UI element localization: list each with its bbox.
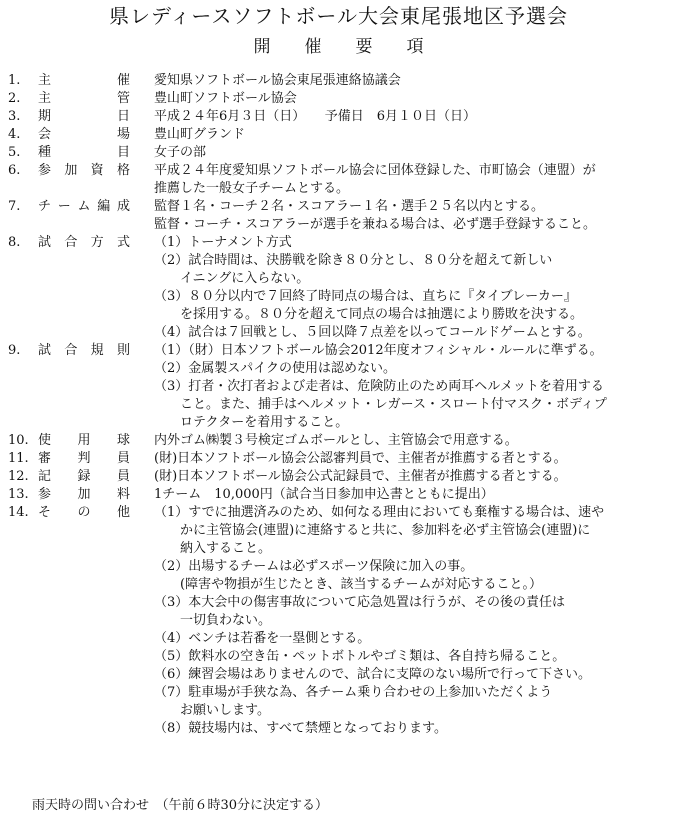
item-body (154, 432, 674, 450)
item-body-line: （7）駐車場が手狭な為、各チーム乗り合わせの上参加いただくよう (154, 685, 553, 700)
item-body-line: を採用する。８０分を超えて同点の場合は抽選により勝敗を決する。 (154, 307, 584, 322)
item-label: 使 用 球 (38, 433, 130, 448)
item-label: 会 場 (38, 127, 130, 142)
item-body (154, 234, 674, 342)
item-label: 試 合 方 式 (38, 235, 130, 250)
item-body-line: 豊山町ソフトボール協会 (154, 91, 297, 106)
item-number: 14. (8, 505, 29, 520)
item-number: 6. (8, 163, 21, 178)
item-label: 主 管 (38, 91, 130, 106)
item-body (154, 486, 674, 504)
item-body-line: (財)日本ソフトボール協会公認審判員で、主催者が推薦する者とする。 (154, 451, 567, 466)
item-label: 参 加 料 (38, 487, 130, 502)
item-body (154, 90, 674, 108)
guideline-item (8, 144, 674, 162)
item-body-line: （5）飲料水の空き缶・ペットボトルやゴミ類は、各自持ち帰ること。 (154, 649, 566, 664)
item-label: 種 目 (38, 145, 130, 160)
item-body-line: (障害や物損が生じたとき、該当するチームが対応すること。） (154, 577, 543, 592)
item-number: 10. (8, 433, 29, 448)
item-body-line: (財)日本ソフトボール協会公式記録員で、主催者が推薦する者とする。 (154, 469, 567, 484)
item-body-line: 愛知県ソフトボール協会東尾張連絡協議会 (154, 73, 401, 88)
item-body (154, 468, 674, 486)
item-body-line: （2）金属製スパイクの使用は認めない。 (154, 361, 397, 376)
item-body (154, 198, 674, 234)
item-body-line: （1）すでに抽選済みのため、如何なる理由においても棄権する場合は、速や (154, 505, 605, 520)
item-label: そ の 他 (38, 505, 130, 520)
item-number: 13. (8, 487, 29, 502)
item-number: 9. (8, 343, 21, 358)
item-body-line: 平成２４年度愛知県ソフトボール協会に団体登録した、市町協会（連盟）が (154, 163, 596, 178)
item-body-line: 内外ゴム㈱製３号検定ゴムボールとし、主管協会で用意する。 (154, 433, 518, 448)
item-number: 3. (8, 109, 21, 124)
item-number: 5. (8, 145, 21, 160)
item-body-line: （3）本大会中の傷害事故について応急処置は行うが、その後の責任は (154, 595, 566, 610)
item-body-line: （4）ベンチは若番を一塁側とする。 (154, 631, 371, 646)
item-body-line: （4）試合は７回戦とし、５回以降７点差を以ってコールドゲームとする。 (154, 325, 591, 340)
guideline-item (8, 342, 674, 432)
item-label: 試 合 規 則 (38, 343, 130, 358)
item-body-line: （1）トーナメント方式 (154, 235, 292, 250)
item-label: 参 加 資 格 (38, 163, 130, 178)
item-body-line: かに主管協会(連盟)に連絡すると共に、参加料を必ず主管協会(連盟)に (154, 523, 591, 538)
document-title: 県レディースソフトボール大会東尾張地区予選会 (109, 4, 568, 28)
item-body-line: （3）打者・次打者および走者は、危険防止のため両耳ヘルメットを着用する (154, 379, 604, 394)
item-number: 7. (8, 199, 21, 214)
item-number: 4. (8, 127, 21, 142)
item-body-line: ロテクターを着用すること。 (154, 415, 349, 430)
guideline-item (8, 72, 674, 90)
guideline-item (8, 234, 674, 342)
item-body-line: 監督１名・コーチ２名・スコアラー１名・選手２５名以内とする。 (154, 199, 545, 214)
item-number: 12. (8, 469, 29, 484)
item-body-line: （6）練習会場はありませんので、試合に支障のない場所で行って下さい。 (154, 667, 592, 682)
item-body (154, 72, 674, 90)
guideline-item (8, 90, 674, 108)
guideline-item (8, 162, 674, 198)
document-subtitle: 開催要項 (253, 37, 458, 57)
item-body-line: 推薦した一般女子チームとする。 (154, 181, 350, 196)
item-label: チ ー ム 編 成 (38, 199, 130, 214)
guideline-item (8, 432, 674, 450)
item-body-line: 監督・コーチ・スコアラーが選手を兼ねる場合は、必ず選手登録すること。 (154, 217, 597, 232)
item-number: 2. (8, 91, 21, 106)
item-body (154, 108, 674, 126)
item-body-line: 豊山町グランド (154, 127, 246, 142)
guideline-item (8, 450, 674, 468)
item-body-line: 納入すること。 (154, 541, 272, 556)
item-label: 審 判 員 (38, 451, 130, 466)
item-label: 期 日 (38, 109, 130, 124)
item-body (154, 162, 674, 198)
guideline-item (8, 486, 674, 504)
item-body-line: 平成２４年6月３日（日） 予備日 6月１０日（日） (154, 109, 477, 124)
item-body-line: （1）（財）日本ソフトボール協会2012年度オフィシャル・ルールに準ずる。 (154, 343, 603, 358)
item-label: 記 録 員 (38, 469, 130, 484)
guideline-list (8, 72, 674, 738)
item-body-line: （2）出場するチームは必ずスポーツ保険に加入の事。 (154, 559, 474, 574)
guideline-item (8, 108, 674, 126)
guideline-item (8, 198, 674, 234)
item-body (154, 126, 674, 144)
item-body (154, 504, 674, 738)
item-body-line: お願いします。 (154, 703, 270, 718)
item-body-line: 一切負わない。 (154, 613, 272, 628)
item-body-line: こと。また、捕手はヘルメット・レガース・スロート付マスク・ボディプ (154, 397, 607, 412)
item-label: 主 催 (38, 73, 130, 88)
item-number: 1. (8, 73, 21, 88)
footer-note: 雨天時の問い合わせ （午前６時30分に決定する） (32, 798, 329, 813)
item-body-line: 女子の部 (154, 145, 207, 160)
guideline-item (8, 468, 674, 486)
item-number: 8. (8, 235, 21, 250)
guideline-item (8, 504, 674, 738)
item-body-line: イニングに入らない。 (154, 271, 310, 286)
item-body-line: （2）試合時間は、決勝戦を除き８０分とし、８０分を超えて新しい (154, 253, 553, 268)
item-body-line: （3）８０分以内で７回終了時同点の場合は、直ちに『タイブレーカー』 (154, 289, 577, 304)
guideline-item (8, 126, 674, 144)
item-body (154, 450, 674, 468)
item-body-line: 1チーム 10,000円（試合当日参加申込書とともに提出） (154, 487, 494, 502)
item-number: 11. (8, 451, 29, 466)
item-body (154, 144, 674, 162)
item-body (154, 342, 674, 432)
item-body-line: （8）競技場内は、すべて禁煙となっております。 (154, 721, 447, 736)
